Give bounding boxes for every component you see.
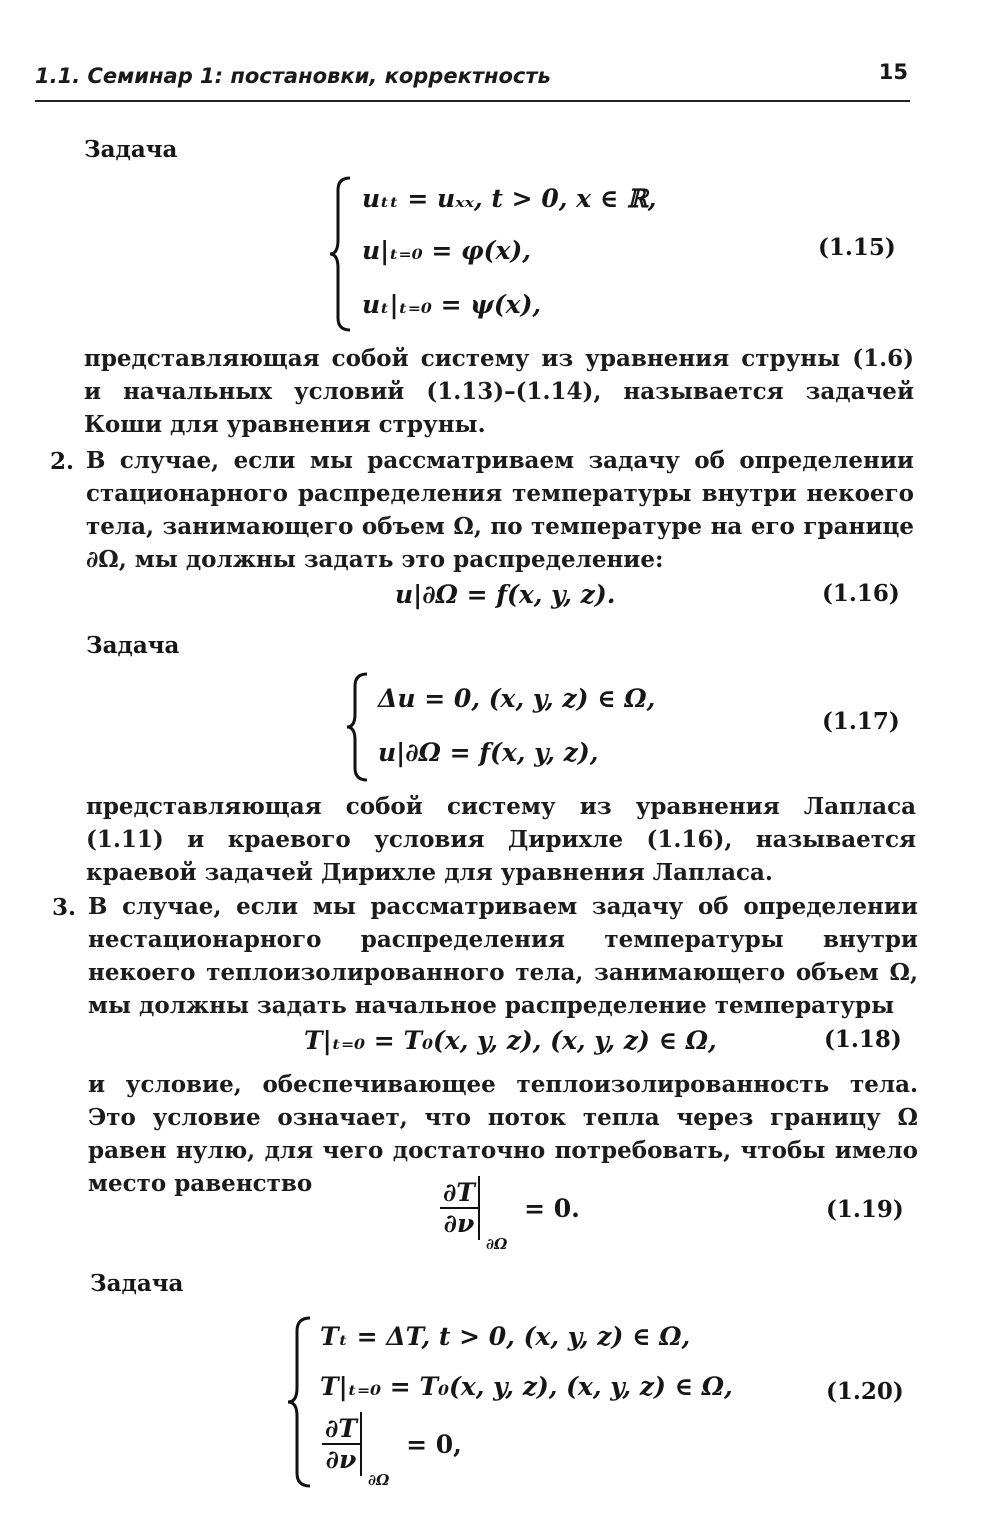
running-header (35, 56, 910, 102)
frac-numerator: ∂T (440, 1178, 478, 1209)
frac-denominator: ∂ν (443, 1209, 475, 1238)
eq-number-1-18: (1.18) (824, 1026, 902, 1053)
eq-1-15-line-1: uₜₜ = uₓₓ, t > 0, x ∈ ℝ, (362, 184, 657, 213)
brace-1-20 (286, 1316, 314, 1488)
paragraph-dirichlet (86, 790, 916, 889)
eq-1-18: T|ₜ₌₀ = T₀(x, y, z), (x, y, z) ∈ Ω, (304, 1026, 717, 1055)
list-item-3-text: В случае, если мы рассматриваем задачу об определении нестационарного распределения температуры внутри некоего теплоизолированного тела, занимающего объем Ω, мы должны задать начальное распределение температуры (88, 893, 918, 1019)
text-run: для уравнения Лапласа. (436, 859, 773, 886)
eval-subscript: ∂Ω (485, 1234, 508, 1253)
eq-number-1-19: (1.19) (826, 1196, 904, 1223)
term-cauchy-problem: задачей Коши (84, 378, 914, 438)
fraction-dT-dnu (322, 1414, 360, 1474)
frac-numerator: ∂T (322, 1414, 360, 1445)
eq-1-16: u|∂Ω = f(x, y, z). (395, 580, 616, 609)
list-item-2-text: В случае, если мы рассматриваем задачу об определении стационарного распределения температуры внутри некоего тела, занимающего объем Ω, по температуре на его границе ∂Ω, мы должны задать это распределение: (86, 447, 914, 573)
list-number-2: 2. (50, 448, 75, 475)
text-run: представляющая собой систему из уравнения струны (1.6) и (84, 345, 914, 405)
eval-bar (478, 1176, 486, 1240)
term-dirichlet-problem: краевой задачей Дирихле (86, 859, 437, 886)
zadacha-label-2: Задача (86, 632, 180, 659)
eq-1-19 (440, 1176, 580, 1253)
section-title: 1.1. Семинар 1: постановки, корректность (35, 64, 551, 88)
fraction-dT-dnu (440, 1178, 478, 1238)
eq-number-1-20: (1.20) (826, 1378, 904, 1405)
eq-number-1-15: (1.15) (818, 234, 896, 261)
term-initial-conditions: начальных условий (123, 378, 405, 405)
paragraph-cauchy (84, 342, 914, 441)
list-number-3: 3. (52, 894, 77, 921)
brace-1-17 (345, 672, 371, 782)
eq-1-20-line-2: T|ₜ₌₀ = T₀(x, y, z), (x, y, z) ∈ Ω, (320, 1372, 733, 1401)
frac-denominator: ∂ν (325, 1445, 357, 1474)
eq-1-20-line-3 (322, 1412, 462, 1489)
eq-1-17-line-1: Δu = 0, (x, y, z) ∈ Ω, (378, 684, 656, 713)
paragraph-heat-insulation: и условие, обеспечивающее теплоизолированность тела. Это условие означает, что поток тепла через границу Ω равен нулю, для чего достаточно потребовать, чтобы имело место равенство (88, 1071, 918, 1197)
eval-bar (360, 1412, 368, 1476)
text-run: представляющая собой систему из уравнения Лапласа (1.11) и (86, 793, 916, 853)
eval-subscript: ∂Ω (367, 1470, 390, 1489)
eq-1-15-line-3: uₜ|ₜ₌₀ = ψ(x), (362, 290, 542, 319)
text-run: для уравнения струны. (162, 411, 486, 438)
brace-1-15 (328, 176, 354, 332)
eq-rhs: = 0. (524, 1193, 580, 1223)
eq-rhs: = 0, (406, 1429, 462, 1459)
eq-1-15-line-2: u|ₜ₌₀ = φ(x), (362, 236, 531, 265)
term-dirichlet-condition: краевого условия Дирихле (227, 826, 624, 853)
zadacha-label-1: Задача (84, 136, 178, 163)
eq-1-17-line-2: u|∂Ω = f(x, y, z), (378, 738, 599, 767)
zadacha-label-3: Задача (90, 1270, 184, 1297)
page-number: 15 (878, 60, 908, 84)
eq-number-1-16: (1.16) (822, 580, 900, 607)
text-run: (1.16), называется (623, 826, 917, 853)
eq-1-20-line-1: Tₜ = ΔT, t > 0, (x, y, z) ∈ Ω, (320, 1322, 691, 1351)
eq-number-1-17: (1.17) (822, 708, 900, 735)
text-run: (1.13)–(1.14), называется (404, 378, 806, 405)
